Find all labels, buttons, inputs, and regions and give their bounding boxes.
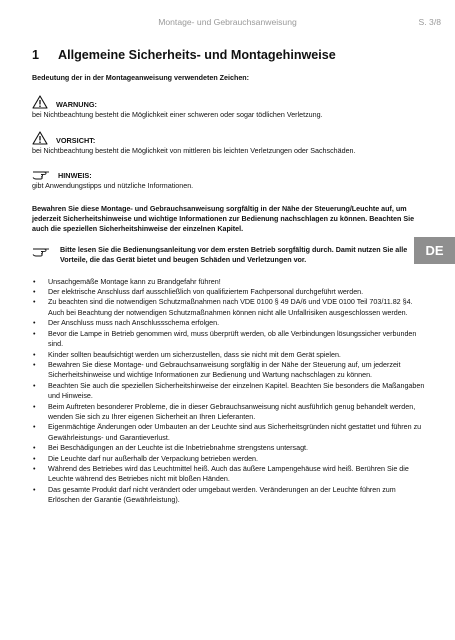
language-tab: DE [414, 237, 455, 264]
storage-notice: Bewahren Sie diese Montage- und Gebrauchsanweisung sorgfältig in der Nähe der Steuerung/Leuchte auf, um jederzeit Sicherheitshinweise und wichtige Informationen zur Bedienung nachschlagen zu können. Beachten Sie auch die speziellen Sicherheitshinweise der einzelnen Kapitel. [32, 204, 415, 234]
bullet-text: Während des Betriebes wird das Leuchtmittel heiß. Auch das äußere Lampengehäuse wird heiß. Berühren Sie die Leuchte während des Betriebes nicht mit bloßen Händen. [48, 464, 409, 484]
bullet-text: Das gesamte Produkt darf nicht verändert oder umgebaut werden. Veränderungen an der Leuchte führen zum Erlöschen der Garantie (Gewährleistung). [48, 485, 396, 505]
bullet-text: Der elektrische Anschluss darf ausschließlich von qualifiziertem Fachpersonal durchgeführt werden. [48, 288, 364, 297]
bullet-item [32, 350, 427, 360]
bullet-text: Beim Auftreten besonderer Probleme, die in dieser Gebrauchsanweisung nicht ausführlich genug behandelt werden, wenden Sie sich zu Ihrer eigenen Sicherheit an Ihren Lieferanten. [48, 402, 416, 421]
bullet-marker: • [33, 381, 36, 390]
bullet-item [32, 422, 427, 443]
page-header [0, 17, 455, 29]
signal-caution: VORSICHT: bei Nichtbeachtung besteht die Möglichkeit von mittleren bis leichten Verletzungen oder Sachschäden. [32, 130, 427, 156]
bullet-item [32, 329, 427, 350]
signal-label: HINWEIS [58, 171, 90, 181]
bullet-marker: • [33, 454, 36, 463]
page-number: S. 3/8 [418, 17, 441, 27]
bullet-marker: • [33, 277, 36, 286]
bullet-text: Die Leuchte darf nur außerhalb der Verpackung betrieben werden. [48, 454, 258, 463]
bullet-item [32, 464, 427, 485]
bullet-item [32, 381, 427, 402]
pointing-hand-icon [32, 246, 50, 257]
signal-warning: WARNUNG: bei Nichtbeachtung besteht die Möglichkeit einer schweren oder sogar tödlichen Verletzung. [32, 94, 427, 120]
section-number: 1 [32, 48, 40, 62]
bullet-marker: • [33, 464, 36, 473]
bullet-text: Eigenmächtige Änderungen oder Umbauten an der Leuchte sind aus Sicherheitsgründen nicht gestattet und führen zu Gewährleistungs- und Garantieverlust. [48, 423, 422, 442]
bullet-item [32, 277, 427, 287]
bullet-marker: • [33, 319, 36, 328]
signal-intro: Bedeutung der in der Montageanweisung verwendeten Zeichen: [32, 74, 250, 82]
bullet-marker: • [33, 329, 36, 338]
warning-triangle-icon [32, 131, 48, 145]
page-content [32, 73, 427, 506]
bullet-text: Beachten Sie auch die speziellen Sicherheitshinweise der einzelnen Kapitel. Beachten Sie besonders die Maßangaben und Hinweise. [48, 381, 425, 401]
bullet-item [32, 443, 427, 453]
bullet-item [32, 360, 427, 381]
bullet-text: Zu beachten sind die notwendigen Schutzmaßnahmen nach VDE 0100 § 49 DA/6 und VDE 0100 Teil 703/11.82 §4. Auch bei Beachtung der notwendigen Schutzmaßnahmen können nicht alle Unfallrisiken ausgeschlossen werden. [48, 298, 413, 317]
tip-text: Bitte lesen Sie die Bedienungsanleitung vor dem ersten Betrieb sorgfältig durch. Damit nutzen Sie alle Vorteile, die das Gerät bietet und beugen Schäden und Verletzungen vor. [60, 245, 408, 265]
signal-description: bei Nichtbeachtung besteht die Möglichkeit einer schweren oder sogar tödlichen Verletzung. [32, 111, 323, 120]
section-title: Allgemeine Sicherheits- und Montagehinweise [58, 48, 336, 62]
section-heading [32, 48, 336, 62]
pointing-hand-icon [32, 169, 50, 180]
bullet-text: Bewahren Sie diese Montage- und Gebrauchsanweisung sorgfältig in der Nähe der Steuerung auf, um jederzeit Sicherheitshinweise und wichtige Informationen zur Bedienung und Wartung nachschlagen zu können. [48, 360, 401, 380]
bullet-text: Bei Beschädigungen an der Leuchte ist die Inbetriebnahme strengstens untersagt. [48, 444, 309, 453]
bullet-marker: • [33, 298, 36, 307]
bullet-text: Unsachgemäße Montage kann zu Brandgefahr führen! [48, 277, 221, 286]
warning-triangle-icon [32, 95, 48, 109]
bullet-text: Kinder sollten beaufsichtigt werden um sicherzustellen, dass sie nicht mit dem Gerät spielen. [48, 350, 341, 359]
bullet-marker: • [33, 402, 36, 411]
bullet-item [32, 297, 427, 318]
signal-description: gibt Anwendungstipps und nützliche Informationen. [32, 182, 194, 191]
bullet-text: Der Anschluss muss nach Anschlussschema erfolgen. [48, 319, 220, 328]
bullet-marker: • [33, 350, 36, 359]
read-manual-tip [32, 245, 427, 266]
bullet-marker: • [33, 423, 36, 432]
bullet-item [32, 454, 427, 464]
bullet-marker: • [33, 485, 36, 494]
bullet-item [32, 318, 427, 328]
bullet-item [32, 402, 427, 423]
safety-bullet-list [32, 277, 427, 506]
bullet-item [32, 485, 427, 506]
bullet-marker: • [33, 360, 36, 369]
bullet-marker: • [33, 288, 36, 297]
signal-label: VORSICHT [56, 135, 93, 145]
document-title: Montage- und Gebrauchsanweisung [158, 17, 297, 27]
signal-notice: HINWEIS: gibt Anwendungstipps und nützliche Informationen. [32, 165, 427, 191]
signal-description: bei Nichtbeachtung besteht die Möglichkeit von mittleren bis leichten Verletzungen oder Sachschäden. [32, 146, 356, 155]
bullet-text: Bevor die Lampe in Betrieb genommen wird, muss überprüft werden, ob alle Verbindungen lösungssicher verbunden sind. [48, 329, 417, 349]
bullet-item [32, 287, 427, 297]
bullet-marker: • [33, 444, 36, 453]
signal-label: WARNUNG [56, 100, 95, 110]
